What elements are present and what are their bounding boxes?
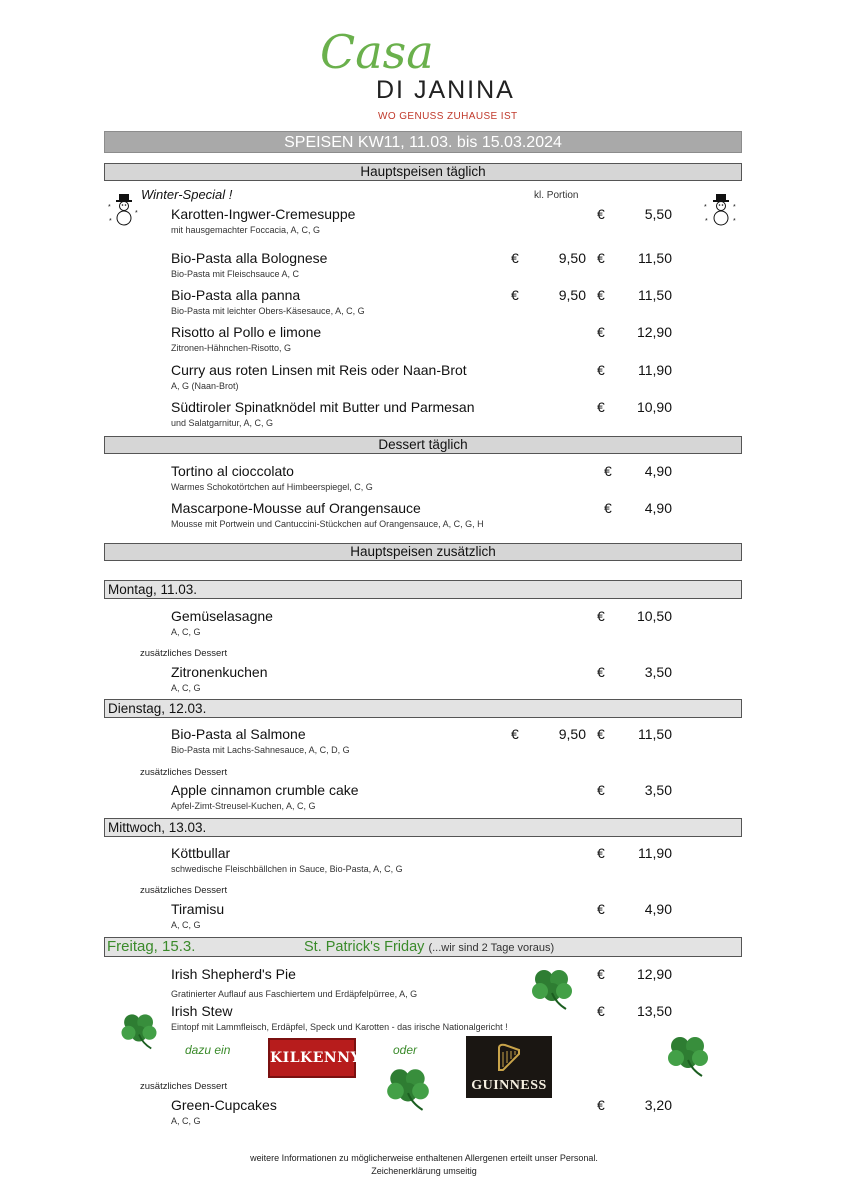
svg-text:*: * [704, 204, 707, 211]
menu-item-name: Green-Cupcakes [171, 1097, 277, 1113]
menu-item-desc: Warmes Schokotörtchen auf Himbeerspiegel, C, G [171, 482, 373, 492]
menu-item-price: 11,90 [638, 845, 672, 861]
extra-dessert-label: zusätzliches Dessert [140, 885, 228, 896]
snowman-icon [702, 193, 740, 229]
menu-item-name: Karotten-Ingwer-Cremesuppe [171, 206, 356, 222]
menu-item-desc: mit hausgemachter Foccacia, A, C, G [171, 225, 321, 235]
menu-item-name: Bio-Pasta alla panna [171, 287, 301, 303]
footer-legend-note: Zeichenerklärung umseitig [371, 1166, 477, 1176]
section-header-extra: Hauptspeisen zusätzlich [104, 543, 742, 561]
page-title: SPEISEN KW11, 11.03. bis 15.03.2024 [104, 131, 742, 153]
menu-item-name: Bio-Pasta alla Bolognese [171, 250, 328, 266]
svg-text:*: * [733, 218, 736, 225]
snowman-icon [106, 193, 142, 229]
menu-item-desc: Bio-Pasta mit Fleischsauce A, C [171, 269, 300, 279]
menu-item-small-price: 9,50 [558, 726, 586, 742]
currency-symbol: € [597, 726, 605, 742]
menu-item-name: Bio-Pasta al Salmone [171, 726, 306, 742]
currency-symbol: € [604, 463, 612, 479]
menu-item-price: 4,90 [644, 901, 672, 917]
menu-item-name: Tortino al cioccolato [171, 463, 294, 479]
menu-item-name: Tiramisu [171, 901, 225, 917]
shamrock-icon [116, 1010, 162, 1052]
currency-symbol: € [511, 726, 519, 742]
small-portion-label: kl. Portion [534, 190, 579, 201]
currency-symbol: € [597, 664, 605, 680]
currency-symbol: € [597, 845, 605, 861]
svg-text:*: * [108, 204, 111, 211]
menu-item-name: Südtiroler Spinatknödel mit Butter und Parmesan [171, 399, 475, 415]
menu-item-price: 11,50 [638, 250, 672, 266]
svg-text:*: * [705, 218, 708, 225]
menu-item-name: Gemüselasagne [171, 608, 273, 624]
guinness-text: GUINNESS [471, 1078, 547, 1093]
menu-item-price: 12,90 [636, 966, 672, 982]
currency-symbol: € [597, 250, 605, 266]
menu-item-price: 12,90 [636, 324, 672, 340]
friday-title [304, 937, 554, 958]
logo-script [318, 18, 448, 78]
menu-item-desc: Zitronen-Hähnchen-Risotto, G [171, 343, 292, 353]
winter-special-label: Winter-Special ! [141, 187, 233, 202]
menu-item-desc: A, C, G [171, 920, 201, 930]
extra-dessert-label: zusätzliches Dessert [140, 767, 228, 778]
menu-item-price: 11,50 [638, 726, 672, 742]
menu-item-name: Mascarpone-Mousse auf Orangensauce [171, 500, 421, 516]
section-header-daily: Hauptspeisen täglich [104, 163, 742, 181]
day-header-wednesday: Mittwoch, 13.03. [104, 818, 742, 837]
currency-symbol: € [597, 362, 605, 378]
menu-item-price: 11,90 [638, 362, 672, 378]
menu-item-desc: A, C, G [171, 627, 201, 637]
menu-item-desc: A, G (Naan-Brot) [171, 381, 239, 391]
extra-dessert-label: zusätzliches Dessert [140, 648, 228, 659]
kilkenny-logo: KILKENNY [268, 1038, 356, 1078]
menu-item-desc: A, C, G [171, 1116, 201, 1126]
day-header-monday: Montag, 11.03. [104, 580, 742, 599]
menu-item-desc: Gratinierter Auflauf aus Faschiertem und Erdäpfelpürree, A, G [171, 989, 418, 999]
currency-symbol: € [511, 250, 519, 266]
menu-item-name: Irish Shepherd's Pie [171, 966, 296, 982]
menu-item-price: 4,90 [644, 500, 672, 516]
menu-item-price: 11,50 [638, 287, 672, 303]
shamrock-icon [660, 1032, 716, 1080]
menu-item-desc: und Salatgarnitur, A, C, G [171, 418, 274, 428]
menu-item-name: Irish Stew [171, 1003, 233, 1019]
menu-item-desc: Mousse mit Portwein und Cantuccini-Stückchen auf Orangensauce, A, C, G, H [171, 519, 484, 529]
logo-script-text: Casa [320, 25, 434, 78]
currency-symbol: € [604, 500, 612, 516]
currency-symbol: € [597, 608, 605, 624]
currency-symbol: € [597, 287, 605, 303]
friday-day-label: Freitag, 15.3. [107, 938, 196, 955]
section-header-dessert: Dessert täglich [104, 436, 742, 454]
menu-item-name: Apple cinnamon crumble cake [171, 782, 359, 798]
currency-symbol: € [597, 901, 605, 917]
menu-item-price: 13,50 [636, 1003, 672, 1019]
extra-dessert-label: zusätzliches Dessert [140, 1081, 228, 1092]
friday-title-text: St. Patrick's Friday [304, 939, 425, 955]
day-header-tuesday: Dienstag, 12.03. [104, 699, 742, 718]
currency-symbol: € [597, 399, 605, 415]
shamrock-icon [526, 965, 578, 1013]
currency-symbol: € [597, 206, 605, 222]
menu-item-desc: schwedische Fleischbällchen in Sauce, Bio-Pasta, A, C, G [171, 864, 403, 874]
footer-allergen-note: weitere Informationen zu möglicherweise enthaltenen Allergenen erteilt unser Personal. [250, 1153, 598, 1163]
currency-symbol: € [511, 287, 519, 303]
menu-item-price: 5,50 [644, 206, 672, 222]
beer-or: oder [393, 1043, 418, 1057]
menu-item-desc: A, C, G [171, 683, 201, 693]
menu-item-price: 10,90 [636, 399, 672, 415]
currency-symbol: € [597, 1097, 605, 1113]
menu-item-small-price: 9,50 [558, 250, 586, 266]
currency-symbol: € [597, 782, 605, 798]
menu-item-name: Risotto al Pollo e limone [171, 324, 322, 340]
menu-item-name: Köttbullar [171, 845, 231, 861]
currency-symbol: € [597, 1003, 605, 1019]
menu-item-desc: Eintopf mit Lammfleisch, Erdäpfel, Speck und Karotten - das irische Nationalgericht ! [171, 1022, 508, 1032]
currency-symbol: € [597, 324, 605, 340]
menu-item-small-price: 9,50 [558, 287, 586, 303]
logo-name: DI JANINA [376, 76, 515, 104]
menu-item-desc: Bio-Pasta mit Lachs-Sahnesauce, A, C, D, G [171, 745, 350, 755]
svg-text:*: * [109, 218, 112, 225]
menu-item-desc: Bio-Pasta mit leichter Obers-Käsesauce, A, C, G [171, 306, 365, 316]
guinness-logo [466, 1036, 552, 1098]
logo-tagline: WO GENUSS ZUHAUSE IST [378, 111, 518, 122]
harp-icon [495, 1042, 523, 1074]
menu-item-price: 4,90 [644, 463, 672, 479]
menu-item-price: 3,50 [644, 782, 672, 798]
menu-item-name: Zitronenkuchen [171, 664, 268, 680]
menu-item-name: Curry aus roten Linsen mit Reis oder Naan-Brot [171, 362, 467, 378]
menu-item-price: 3,50 [644, 664, 672, 680]
beer-prefix: dazu ein [185, 1043, 231, 1057]
currency-symbol: € [597, 966, 605, 982]
svg-text:*: * [135, 210, 138, 217]
shamrock-icon [380, 1064, 436, 1114]
friday-title-note: (...wir sind 2 Tage voraus) [428, 942, 555, 954]
menu-item-price: 3,20 [644, 1097, 672, 1113]
menu-item-desc: Apfel-Zimt-Streusel-Kuchen, A, C, G [171, 801, 316, 811]
svg-text:*: * [733, 204, 736, 211]
menu-item-price: 10,50 [636, 608, 672, 624]
